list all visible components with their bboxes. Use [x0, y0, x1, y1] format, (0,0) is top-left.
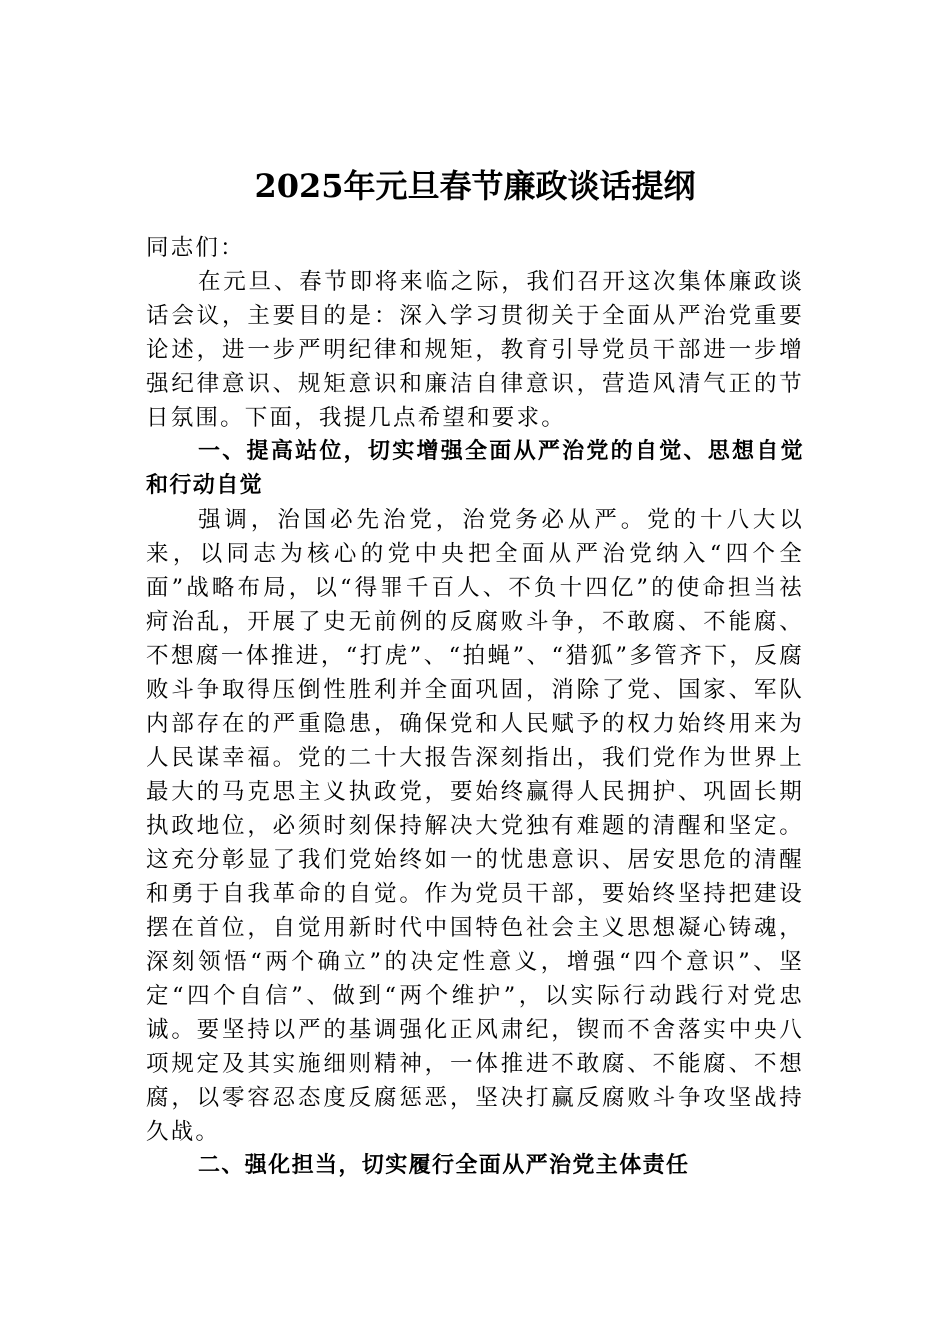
section-heading-2: 二、强化担当，切实履行全面从严治党主体责任: [198, 1153, 690, 1178]
section-heading-1: 一、提高站位，切实增强全面从严治党的自觉、思想自觉和行动自觉: [146, 439, 804, 498]
paragraph-intro: 在元旦、春节即将来临之际，我们召开这次集体廉政谈话会议，主要目的是：深入学习贯彻关于全面从严治党重要论述，进一步严明纪律和规矩，教育引导党员干部进一步增强纪律意识、规矩意识和廉洁自律意识，营造风清气正的节日氛围。下面，我提几点希望和要求。: [146, 269, 804, 431]
paragraph-section-1: 强调，治国必先治党，治党务必从严。党的十八大以来，以同志为核心的党中央把全面从严治党纳入“四个全面”战略布局，以“得罪千百人、不负十四亿”的使命担当祛疴治乱，开展了史无前例的反腐败斗争，不敢腐、不能腐、不想腐一体推进，“打虎”、“拍蝇”、“猎狐”多管齐下，反腐败斗争取得压倒性胜利并全面巩固，消除了党、国家、军队内部存在的严重隐患，确保党和人民赋予的权力始终用来为人民谋幸福。党的二十大报告深刻指出，我们党作为世界上最大的马克思主义执政党，要始终赢得人民拥护、巩固长期执政地位，必须时刻保持解决大党独有难题的清醒和坚定。这充分彰显了我们党始终如一的忧患意识、居安思危的清醒和勇于自我革命的自觉。作为党员干部，要始终坚持把建设摆在首位，自觉用新时代中国特色社会主义思想凝心铸魂，深刻领悟“两个确立”的决定性意义，增强“四个意识”、坚定“四个自信”、做到“两个维护”，以实际行动践行对党忠诚。要坚持以严的基调强化正风肃纪，锲而不舍落实中央八项规定及其实施细则精神，一体推进不敢腐、不能腐、不想腐，以零容忍态度反腐惩恶，坚决打赢反腐败斗争攻坚战持久战。: [146, 507, 804, 1145]
document-title: 2025年元旦春节廉政谈话提纲: [254, 167, 696, 205]
document-body: [146, 231, 804, 1183]
salutation: 同志们：: [146, 235, 245, 261]
